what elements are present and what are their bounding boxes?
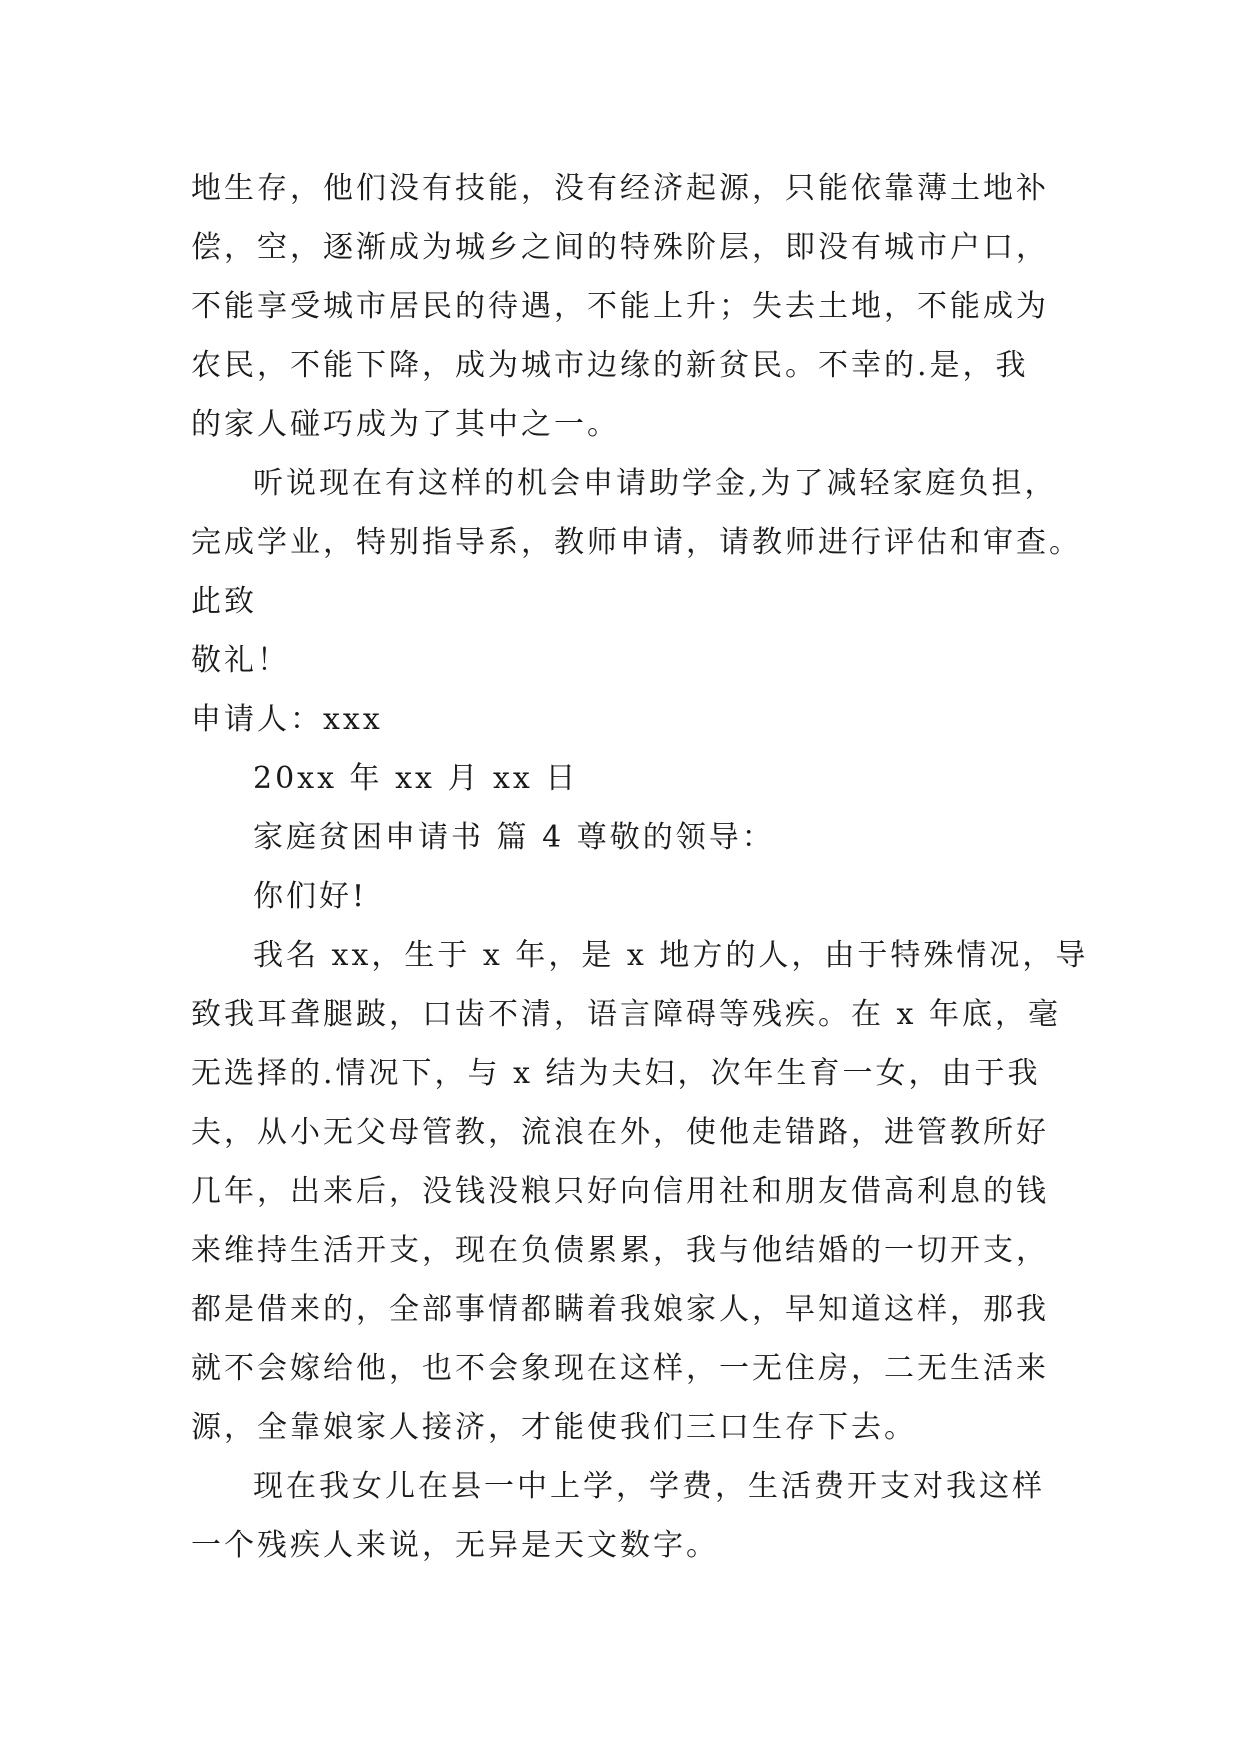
text-line: 完成学业，特别指导系，教师申请，请教师进行评估和审查。: [191, 525, 1082, 560]
text-line: 的家人碰巧成为了其中之一。: [191, 407, 620, 442]
text-line: 来维持生活开支，现在负债累累，我与他结婚的一切开支，: [191, 1233, 1049, 1268]
text-line: 就不会嫁给他，也不会象现在这样，一无住房，二无生活来: [191, 1351, 1049, 1386]
closing-regards: 敬礼！: [191, 643, 290, 678]
text-line: 致我耳聋腿跛，口齿不清，语言障碍等残疾。在 x 年底，毫: [191, 997, 1061, 1032]
text-line: 地生存，他们没有技能，没有经济起源，只能依靠薄土地补: [191, 171, 1049, 206]
section-heading: 家庭贫困申请书 篇 4 尊敬的领导：: [253, 820, 775, 855]
document-body: [191, 159, 1091, 1575]
paragraph-start-line: 我名 xx，生于 x 年，是 x 地方的人，由于特殊情况，导: [253, 938, 1089, 973]
closing-salutation: 此致: [191, 584, 257, 619]
text-line: 不能享受城市居民的待遇，不能上升；失去土地，不能成为: [191, 289, 1049, 324]
text-line: 偿，空，逐渐成为城乡之间的特殊阶层，即没有城市户口，: [191, 230, 1049, 265]
text-line: 都是借来的，全部事情都瞒着我娘家人，早知道这样，那我: [191, 1292, 1049, 1327]
greeting: 你们好!: [253, 879, 368, 914]
paragraph-start-line: 听说现在有这样的机会申请助学金,为了减轻家庭负担，: [253, 466, 1058, 501]
text-line: 农民，不能下降，成为城市边缘的新贫民。不幸的.是，我: [191, 348, 1029, 383]
text-line: 一个残疾人来说，无异是天文数字。: [191, 1528, 719, 1563]
text-line: 源，全靠娘家人接济，才能使我们三口生存下去。: [191, 1410, 917, 1445]
applicant-signature: 申请人：xxx: [191, 702, 383, 737]
paragraph-start-line: 现在我女儿在县一中上学，学费，生活费开支对我这样: [253, 1469, 1045, 1504]
text-line: 几年，出来后，没钱没粮只好向信用社和朋友借高利息的钱: [191, 1174, 1049, 1209]
application-date: 20xx 年 xx 月 xx 日: [253, 761, 579, 796]
text-line: 夫，从小无父母管教，流浪在外，使他走错路，进管教所好: [191, 1115, 1049, 1150]
text-line: 无选择的.情况下，与 x 结为夫妇，次年生育一女，由于我: [191, 1056, 1041, 1091]
